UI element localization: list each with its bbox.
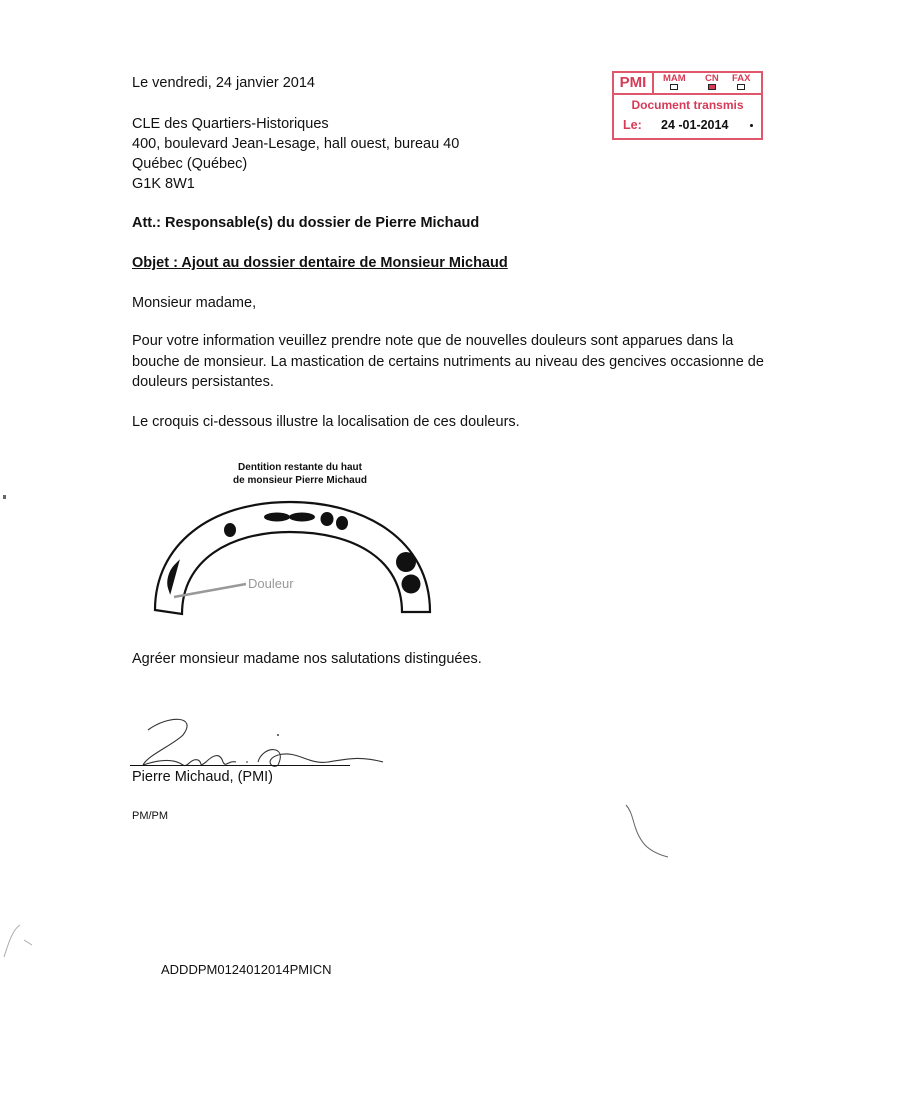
sketch-title-line-2: de monsieur Pierre Michaud — [233, 475, 367, 486]
checkbox-icon — [737, 84, 745, 90]
stray-pen-mark — [2, 915, 42, 960]
tooth-icon — [289, 513, 315, 522]
subject-line: Objet : Ajout au dossier dentaire de Monsieur Michaud — [132, 255, 508, 271]
stamp-date-value: 24 -01-2014 — [661, 118, 729, 132]
checkbox-icon — [670, 84, 678, 90]
tooth-icon — [402, 575, 421, 594]
stamp-initials: PMI — [614, 73, 654, 93]
stamp-option-fax — [732, 74, 750, 90]
closing-line: Agréer monsieur madame nos salutations distinguées. — [132, 651, 482, 667]
stamp-header-row — [614, 73, 761, 95]
stamp-status: Document transmis — [631, 98, 744, 112]
tooth-icon — [336, 516, 348, 530]
recipient-name: CLE des Quartiers-Historiques — [132, 116, 329, 132]
stray-pen-mark — [620, 800, 680, 860]
sketch-title-line-1: Dentition restante du haut — [238, 462, 362, 473]
stamp-option-label: MAM — [663, 73, 686, 84]
tooth-icon — [321, 512, 334, 526]
stamp-option-mam — [663, 74, 686, 90]
tooth-icon — [264, 513, 290, 522]
stamp-option-cn — [705, 74, 719, 90]
salutation: Monsieur madame, — [132, 295, 257, 311]
recipient-postal-code: G1K 8W1 — [132, 176, 195, 192]
signatory-name: Pierre Michaud, (PMI) — [132, 769, 274, 785]
tooth-icon — [396, 552, 416, 572]
attention-line: Att.: Responsable(s) du dossier de Pierre Michaud — [132, 215, 480, 231]
checkbox-checked-icon — [708, 84, 716, 90]
reference-code: ADDDPM0124012014PMICN — [161, 962, 332, 977]
dental-arch-sketch — [150, 490, 440, 620]
letter-date: Le vendredi, 24 janvier 2014 — [132, 75, 315, 91]
pain-label: Douleur — [248, 576, 294, 591]
recipient-city: Québec (Québec) — [132, 156, 248, 172]
initials: PM/PM — [132, 810, 169, 822]
signature-line — [130, 765, 350, 766]
scan-artifact — [3, 495, 6, 499]
stamp-date-label: Le: — [623, 118, 642, 132]
signature-stroke — [143, 719, 383, 766]
stamp-option-label: FAX — [732, 73, 751, 84]
stamp-dot — [750, 124, 753, 127]
tooth-icon — [224, 523, 236, 537]
signature-dot — [277, 734, 279, 736]
body-paragraph-1: Pour votre information veuillez prendre note que de nouvelles douleurs sont apparues dans la bouche de monsieur. La mastication de certains nutriments au niveau des gencives occasionne de douleurs persistantes. — [132, 333, 764, 390]
painful-tooth-icon — [169, 566, 176, 588]
body-paragraph-2: Le croquis ci-dessous illustre la localisation de ces douleurs. — [132, 414, 520, 430]
transmission-stamp — [612, 71, 763, 140]
stamp-option-label: CN — [705, 73, 719, 84]
recipient-address: 400, boulevard Jean-Lesage, hall ouest, bureau 40 — [132, 136, 460, 152]
